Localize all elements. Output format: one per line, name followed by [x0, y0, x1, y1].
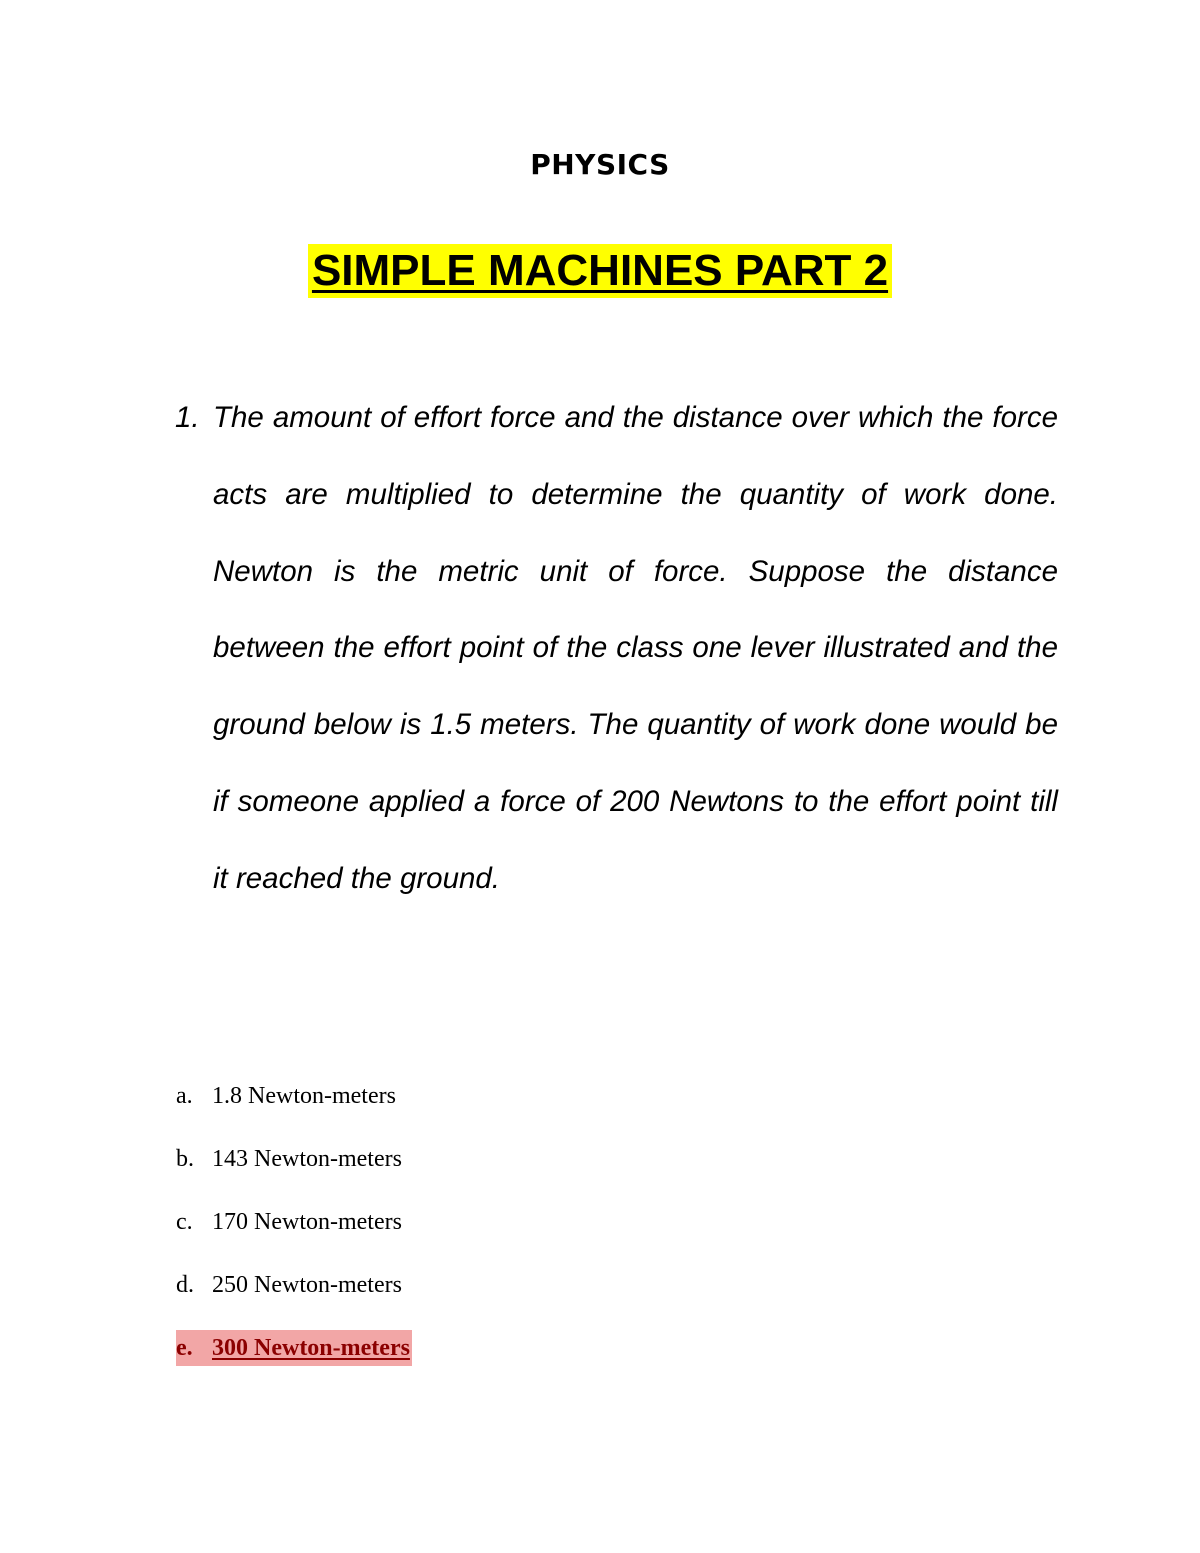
- option-letter: c.: [176, 1209, 193, 1235]
- option-text: 1.8 Newton-meters: [212, 1083, 396, 1109]
- option-e-correct-answer: [176, 1330, 412, 1393]
- title-wrap: [0, 244, 1200, 298]
- subject-heading: PHYSICS: [530, 148, 670, 181]
- option-c: [176, 1204, 412, 1267]
- option-letter: d.: [176, 1272, 194, 1298]
- page-title: SIMPLE MACHINES PART 2: [308, 244, 892, 298]
- question-text: The amount of effort force and the distance over which the force acts are multiplied to determine the quantity of work done. Newton is the metric unit of force. Suppose the distance between the effort point of the class one lever illustrated and the ground below is 1.5 meters. The quantity of work done would be if someone applied a force of 200 Newtons to the effort point till it reached the ground.: [213, 401, 1058, 895]
- option-a: [176, 1078, 412, 1141]
- option-text: 143 Newton-meters: [212, 1146, 402, 1172]
- option-letter: a.: [176, 1083, 193, 1109]
- answer-highlight: [176, 1330, 412, 1366]
- option-text: 170 Newton-meters: [212, 1209, 402, 1235]
- answer-options: [176, 1078, 412, 1393]
- option-b: [176, 1141, 412, 1204]
- option-text: 300 Newton-meters: [212, 1335, 410, 1361]
- question-block: [175, 380, 1058, 918]
- question-number: 1.: [175, 401, 200, 434]
- option-letter: e.: [176, 1335, 193, 1361]
- option-d: [176, 1267, 412, 1330]
- option-letter: b.: [176, 1146, 194, 1172]
- option-text: 250 Newton-meters: [212, 1272, 402, 1298]
